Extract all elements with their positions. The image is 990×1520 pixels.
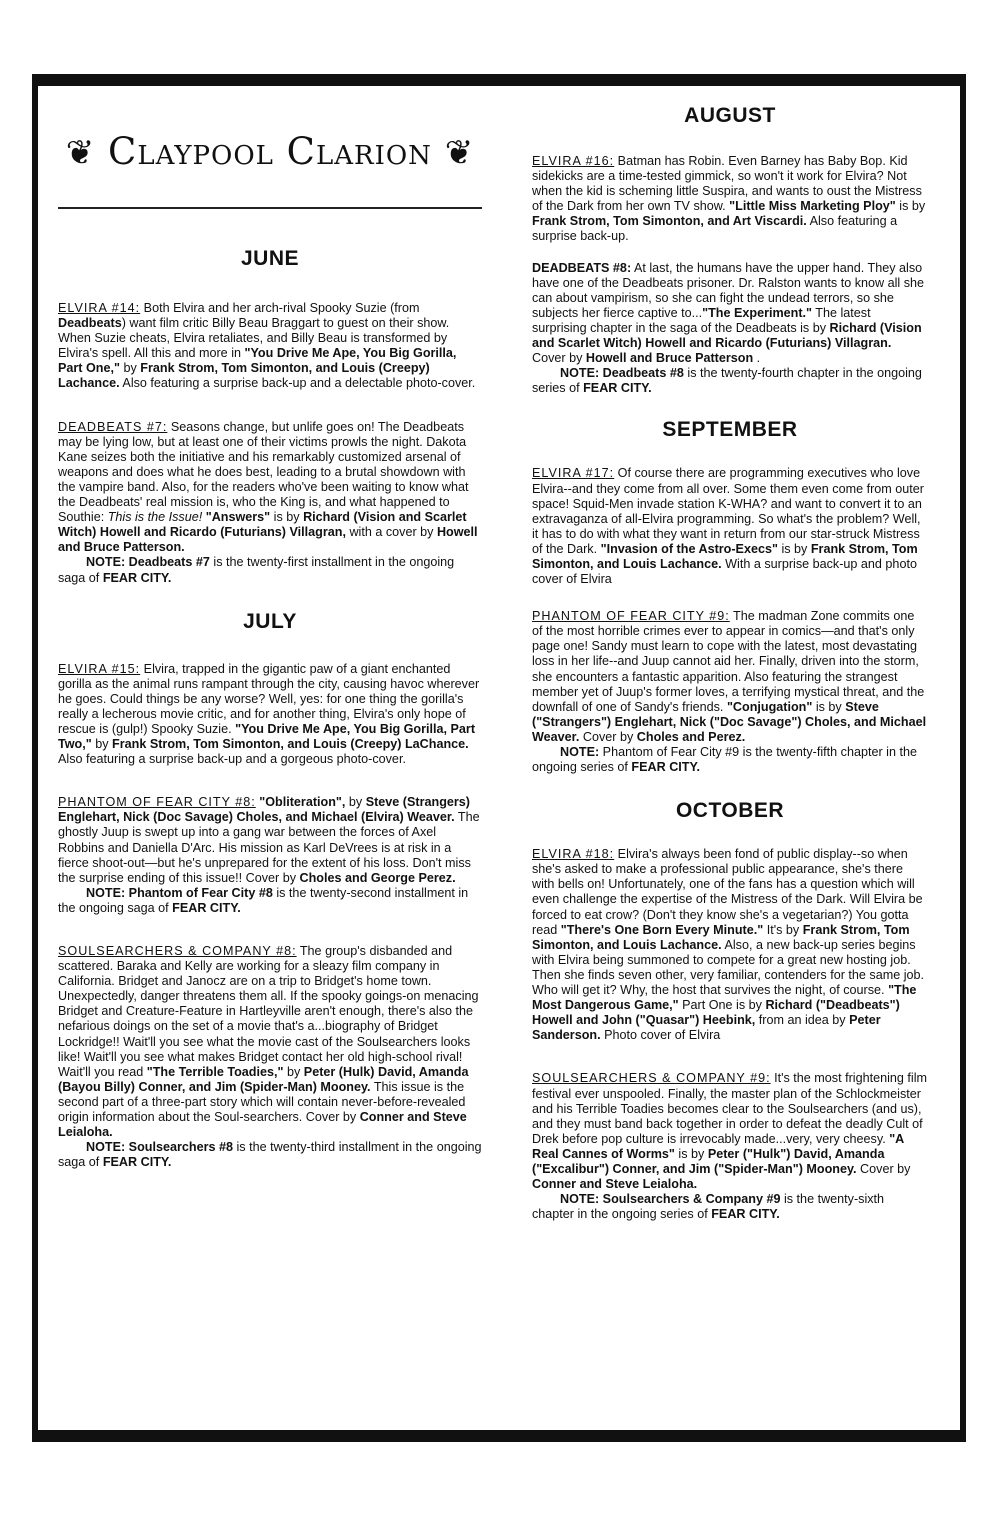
note-phantom-9: NOTE: Phantom of Fear City #9 is the twenty-fifth chapter in the ongoing series of FEAR CITY. xyxy=(532,745,917,775)
masthead-rule xyxy=(58,207,482,209)
note-deadbeats-8: NOTE: Deadbeats #8 is the twenty-fourth chapter in the ongoing series of FEAR CITY. xyxy=(532,366,922,396)
month-heading-september: SEPTEMBER xyxy=(662,418,798,442)
fleuron-right-icon: ❦ xyxy=(444,133,475,173)
masthead xyxy=(58,124,482,181)
entry-soulsearchers-8: SOULSEARCHERS & COMPANY #8: The group's disbanded and scattered. Baraka and Kelly are working for a sleazy film company in California. Bridget and Janocz are on a trip to Bridget's home town. Unexpectedly, danger threatens them all. If the spooky goings-on menacing Bridget and Creature-Feature in Hartleyville aren't enough, there's also the nefarious doings on the set of a movie that's a...biography of Bridget Lockridge!! Wait'll you see what the movie cast of the Soulsearchers looks like! Wait'll you see what makes Bridget contact her old high-school rival! Wait'll you read "The Terrible Toadies," by Peter (Hulk) David, Amanda (Bayou Billy) Conner, and Jim (Spider-Man) Mooney. This issue is the second part of a three-part story which will contain never-before-revealed origin information about the Soul-searchers. Cover by Conner and Steve Leialoha. xyxy=(58,944,479,1140)
bottom-border-bar xyxy=(32,1430,966,1442)
entry-phantom-8: PHANTOM OF FEAR CITY #8: "Obliteration", by Steve (Strangers) Englehart, Nick (Doc Savage) Choles, and Michael (Elvira) Weaver. The ghostly Juup is swept up into a gang war between the forces of Axel Robbins and Daniella D'Arc. His mission as Karl DeVrees is at risk in a fierce shoot-out—but he's unprepared for the extent of his loss. Don't miss the surprise ending of this issue!! Cover by Choles and George Perez. xyxy=(58,795,480,885)
entry-phantom-9: PHANTOM OF FEAR CITY #9: The madman Zone commits one of the most horrible crimes ever to appear in comics—and that's only page one! Sandy must learn to cope with the latest, most devastating loss in her life--and Juup cannot aid her. Finally, driven into the storm, she encounters a fantastic apparition. Also featuring the strangest member yet of Juup's former loves, a terrifying mystical threat, and the downfall of one of Sandy's friends. "Conjugation" is by Steve ("Strangers") Englehart, Nick ("Doc Savage") Choles, and Michael Weaver. Cover by Choles and Perez. xyxy=(532,609,927,744)
entry-elvira-15: ELVIRA #15: Elvira, trapped in the gigantic paw of a giant enchanted gorilla as the animal runs rampant through the city, causing havoc wherever he goes. Could things be any worse? Well, yes: for one thing the gorilla's really a lecherous movie critic, and for another thing, Elvira's only hope of rescue is (gulp!) Spooky Suzie. "You Drive Me Ape, You Big Gorilla, Part Two," by Frank Strom, Tom Simonton, and Louis (Creepy) LaChance. Also featuring a surprise back-up and a gorgeous photo-cover. xyxy=(58,661,480,767)
month-heading-august: AUGUST xyxy=(684,104,776,127)
right-column xyxy=(532,96,928,1222)
note-soulsearchers-9: NOTE: Soulsearchers & Company #9 is the twenty-sixth chapter in the ongoing series of FEAR CITY. xyxy=(532,1192,885,1222)
entry-elvira-18: ELVIRA #18: Elvira's always been fond of public display--so when she's asked to make a professional public appearance, she's there with bells on! Unfortunately, one of the fans has a question which will even challenge the expertise of the Mistress of the Dark. Will Elvira be forced to eat crow? (Don't they know she's a vegetarian?) You gotta read "There's One Born Every Minute." It's by Frank Strom, Tom Simonton, and Louis Lachance. Also, a new back-up series begins with Elvira being summoned to compete for a great new hosting job. Then she finds seven other, very familiar, contenders for the same job. Who will get it? Why, the host that survives the night, of course. "The Most Dangerous Game," Part One is by Richard ("Deadbeats") Howell and John ("Quasar") Heebink, from an idea by Peter Sanderson. Photo cover of Elvira xyxy=(532,847,925,1043)
note-phantom-8: NOTE: Phantom of Fear City #8 is the twenty-second installment in the ongoing saga of FEAR CITY. xyxy=(58,885,469,915)
masthead-title: Claypool Clarion xyxy=(108,130,432,173)
entry-elvira-16: ELVIRA #16: Batman has Robin. Even Barney has Baby Bop. Kid sidekicks are a time-tested gimmick, so won't it work for Elvira? Not when the kid is scheming little Suspira, and wants to oust the Mistress of the Dark from her own TV show. "Little Miss Marketing Ploy" is by Frank Strom, Tom Simonton, and Art Viscardi. Also featuring a surprise back-up. xyxy=(532,154,926,244)
note-deadbeats-7: NOTE: Deadbeats #7 is the twenty-first installment in the ongoing saga of FEAR CITY. xyxy=(58,555,455,585)
entry-deadbeats-7: DEADBEATS #7: Seasons change, but unlife goes on! The Deadbeats may be lying low, but at least one of their victims prowls the night. Dakota Kane seizes both the initiative and his remarkably customized arsenal of weapons and does what he does best, leading to a brutal showdown with the vampire band. Also, for the readers who've been waiting to know what the Deadbeats' real mission is, who the King is, and what happened to Southie: This is the Issue! "Answers" is by Richard (Vision and Scarlet Witch) Howell and Ricardo (Futurians) Villagran, with a cover by Howell and Bruce Patterson. xyxy=(58,419,478,555)
note-soulsearchers-8: NOTE: Soulsearchers #8 is the twenty-third installment in the ongoing saga of FEAR CITY. xyxy=(58,1140,482,1170)
entry-soulsearchers-9: SOULSEARCHERS & COMPANY #9: It's the most frightening film festival ever unspooled. Finally, the master plan of the Schlockmeister and his Terrible Toadies becomes clear to the Soulsearchers (and us), and they must band back together in order to defeat the deadly Cult of Drek before pop culture is irrevocably made...very, very cheesy. "A Real Cannes of Worms" is by Peter ("Hulk") David, Amanda ("Excalibur") Conner, and Jim ("Spider-Man") Mooney. Cover by Conner and Steve Leialoha. xyxy=(532,1071,927,1192)
month-heading-june: JUNE xyxy=(240,247,300,270)
month-heading-october: OCTOBER xyxy=(675,799,785,823)
entry-deadbeats-8: DEADBEATS #8: At last, the humans have the upper hand. They also have one of the Deadbeats prisoner. Dr. Ralston wants to know all she can about vampirism, so she can fight the undead terrors, so she subjects her fierce captive to..."The Experiment." The latest surprising chapter in the saga of the Deadbeats is by Richard (Vision and Scarlet Witch) Howell and Ricardo (Futurians) Villagran. Cover by Howell and Bruce Patterson . xyxy=(532,260,925,366)
entry-elvira-14: ELVIRA #14: Both Elvira and her arch-rival Spooky Suzie (from Deadbeats) want film critic Billy Beau Braggart to guest on their show. When Suzie cheats, Elvira retaliates, and Billy Beau is transformed by Elvira's spell. All this and more in "You Drive Me Ape, You Big Gorilla, Part One," by Frank Strom, Tom Simonton, and Louis (Creepy) Lachance. Also featuring a surprise back-up and a delectable photo-cover. xyxy=(58,301,476,391)
left-column xyxy=(58,120,482,1170)
month-heading-july: JULY xyxy=(243,609,297,633)
fleuron-left-icon: ❦ xyxy=(65,133,96,173)
entry-elvira-17: ELVIRA #17: Of course there are programming executives who love Elvira--and they come from all over. Some them even come from outer space! Squid-Men invade station K-WHA? and want to convert it to an extravaganza of all-Elvira programming. So what's the problem? Well, it has to do with what they want in return from our star-struck Mistress of the Dark. "Invasion of the Astro-Execs" is by Frank Strom, Tom Simonton, and Louis Lachance. With a surprise back-up and photo cover of Elvira xyxy=(532,466,924,587)
